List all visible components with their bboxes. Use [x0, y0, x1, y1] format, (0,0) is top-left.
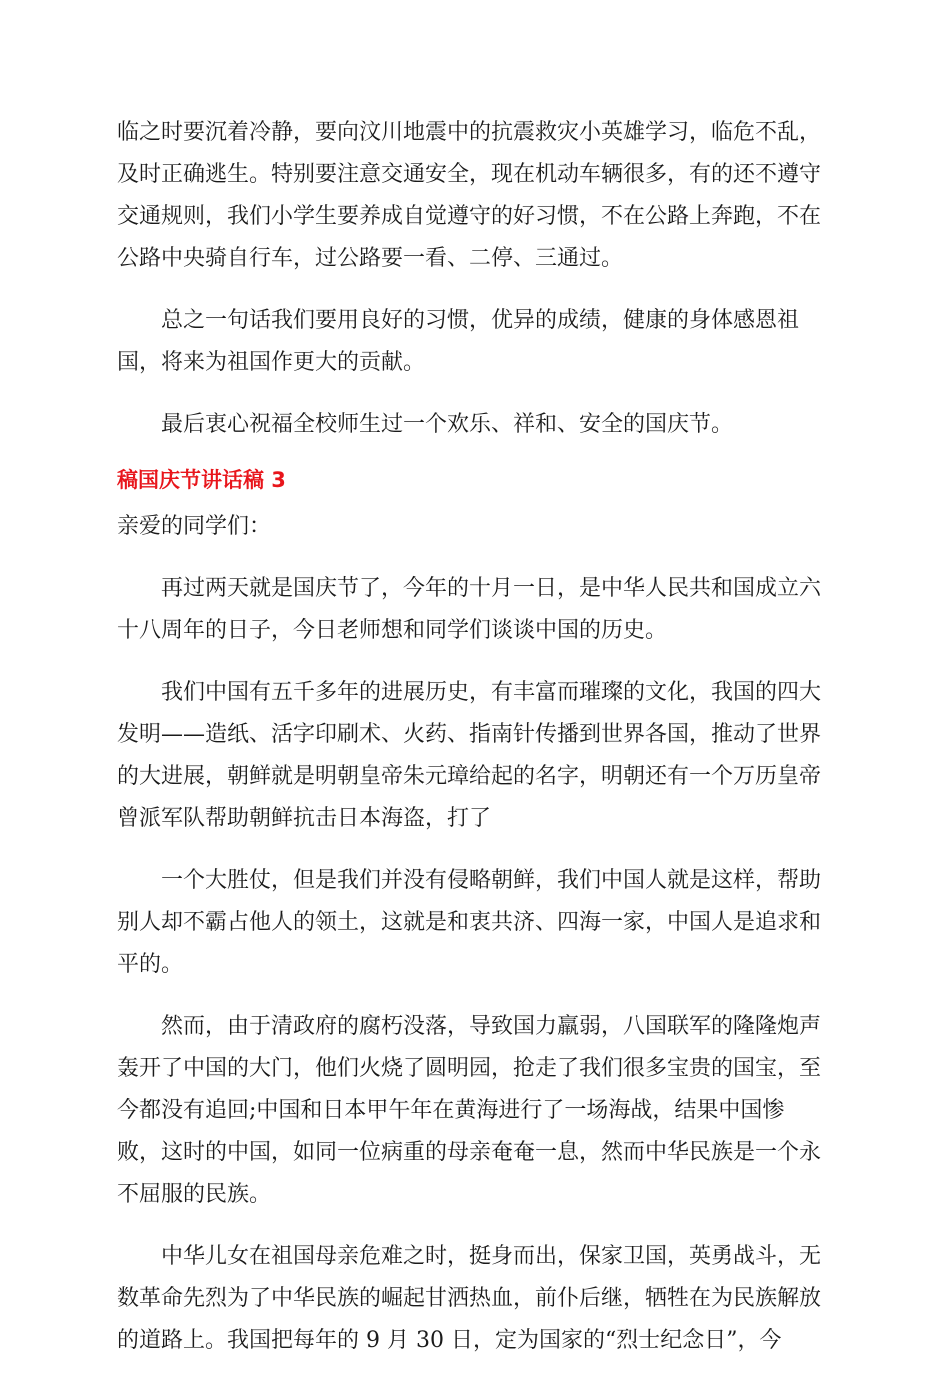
text-line: 今都没有追回;中国和日本甲午年在黄海进行了一场海战，结果中国惨	[117, 1098, 785, 1123]
text-line: 中华儿女在祖国母亲危难之时，挺身而出，保家卫国，英勇战斗，无	[161, 1244, 822, 1269]
text-line: 数革命先烈为了中华民族的崛起甘洒热血，前仆后继，牺牲在为民族解放	[117, 1286, 822, 1311]
paragraph-peace	[117, 860, 837, 986]
text-line: 不屈服的民族。	[117, 1182, 272, 1207]
text-line: 的大进展，朝鲜就是明朝皇帝朱元璋给起的名字，明朝还有一个万历皇帝	[117, 764, 822, 789]
text-line: 发明——造纸、活字印刷术、火药、指南针传播到世界各国，推动了世界	[117, 722, 822, 747]
text-line: 临之时要沉着冷静，要向汶川地震中的抗震救灾小英雄学习，临危不乱，	[117, 120, 822, 145]
text-line: 亲爱的同学们：	[117, 514, 272, 539]
text-line: 别人却不霸占他人的领土，这就是和衷共济、四海一家，中国人是追求和	[117, 910, 822, 935]
text-line: 最后衷心祝福全校师生过一个欢乐、祥和、安全的国庆节。	[161, 412, 734, 437]
salutation	[117, 506, 837, 548]
paragraph-history	[117, 672, 837, 840]
text-line: 再过两天就是国庆节了，今年的十月一日，是中华人民共和国成立六	[161, 576, 822, 601]
text-line: 轰开了中国的大门，他们火烧了圆明园，抢走了我们很多宝贵的国宝，至	[117, 1056, 822, 1081]
text-line: 的道路上。我国把每年的 9 月 30 日，定为国家的“烈士纪念日”，今	[117, 1328, 782, 1353]
text-line: 然而，由于清政府的腐朽没落，导致国力羸弱，八国联军的隆隆炮声	[161, 1014, 822, 1039]
paragraph-decline	[117, 1006, 837, 1216]
paragraph-closing-wish	[117, 404, 837, 446]
document-body	[117, 112, 837, 1382]
text-line: 曾派军队帮助朝鲜抗击日本海盗，打了	[117, 806, 492, 831]
text-line: 平的。	[117, 952, 184, 977]
text-line: 十八周年的日子，今日老师想和同学们谈谈中国的历史。	[117, 618, 668, 643]
text-line: 及时正确逃生。特别要注意交通安全，现在机动车辆很多，有的还不遵守	[117, 162, 822, 187]
paragraph-summary	[117, 300, 837, 384]
text-line: 一个大胜仗，但是我们并没有侵略朝鲜，我们中国人就是这样，帮助	[161, 868, 822, 893]
text-line: 公路中央骑自行车，过公路要一看、二停、三通过。	[117, 246, 624, 271]
section-heading: 稿国庆节讲话稿 3	[117, 468, 286, 492]
text-line: 国，将来为祖国作更大的贡献。	[117, 350, 426, 375]
text-line: 我们中国有五千多年的进展历史，有丰富而璀璨的文化，我国的四大	[161, 680, 822, 705]
paragraph-intro	[117, 568, 837, 652]
text-line: 总之一句话我们要用良好的习惯，优异的成绩，健康的身体感恩祖	[161, 308, 800, 333]
paragraph-martyrs	[117, 1236, 837, 1362]
text-line: 败，这时的中国，如同一位病重的母亲奄奄一息，然而中华民族是一个永	[117, 1140, 822, 1165]
text-line: 交通规则，我们小学生要养成自觉遵守的好习惯，不在公路上奔跑，不在	[117, 204, 822, 229]
paragraph-safety	[117, 112, 837, 280]
